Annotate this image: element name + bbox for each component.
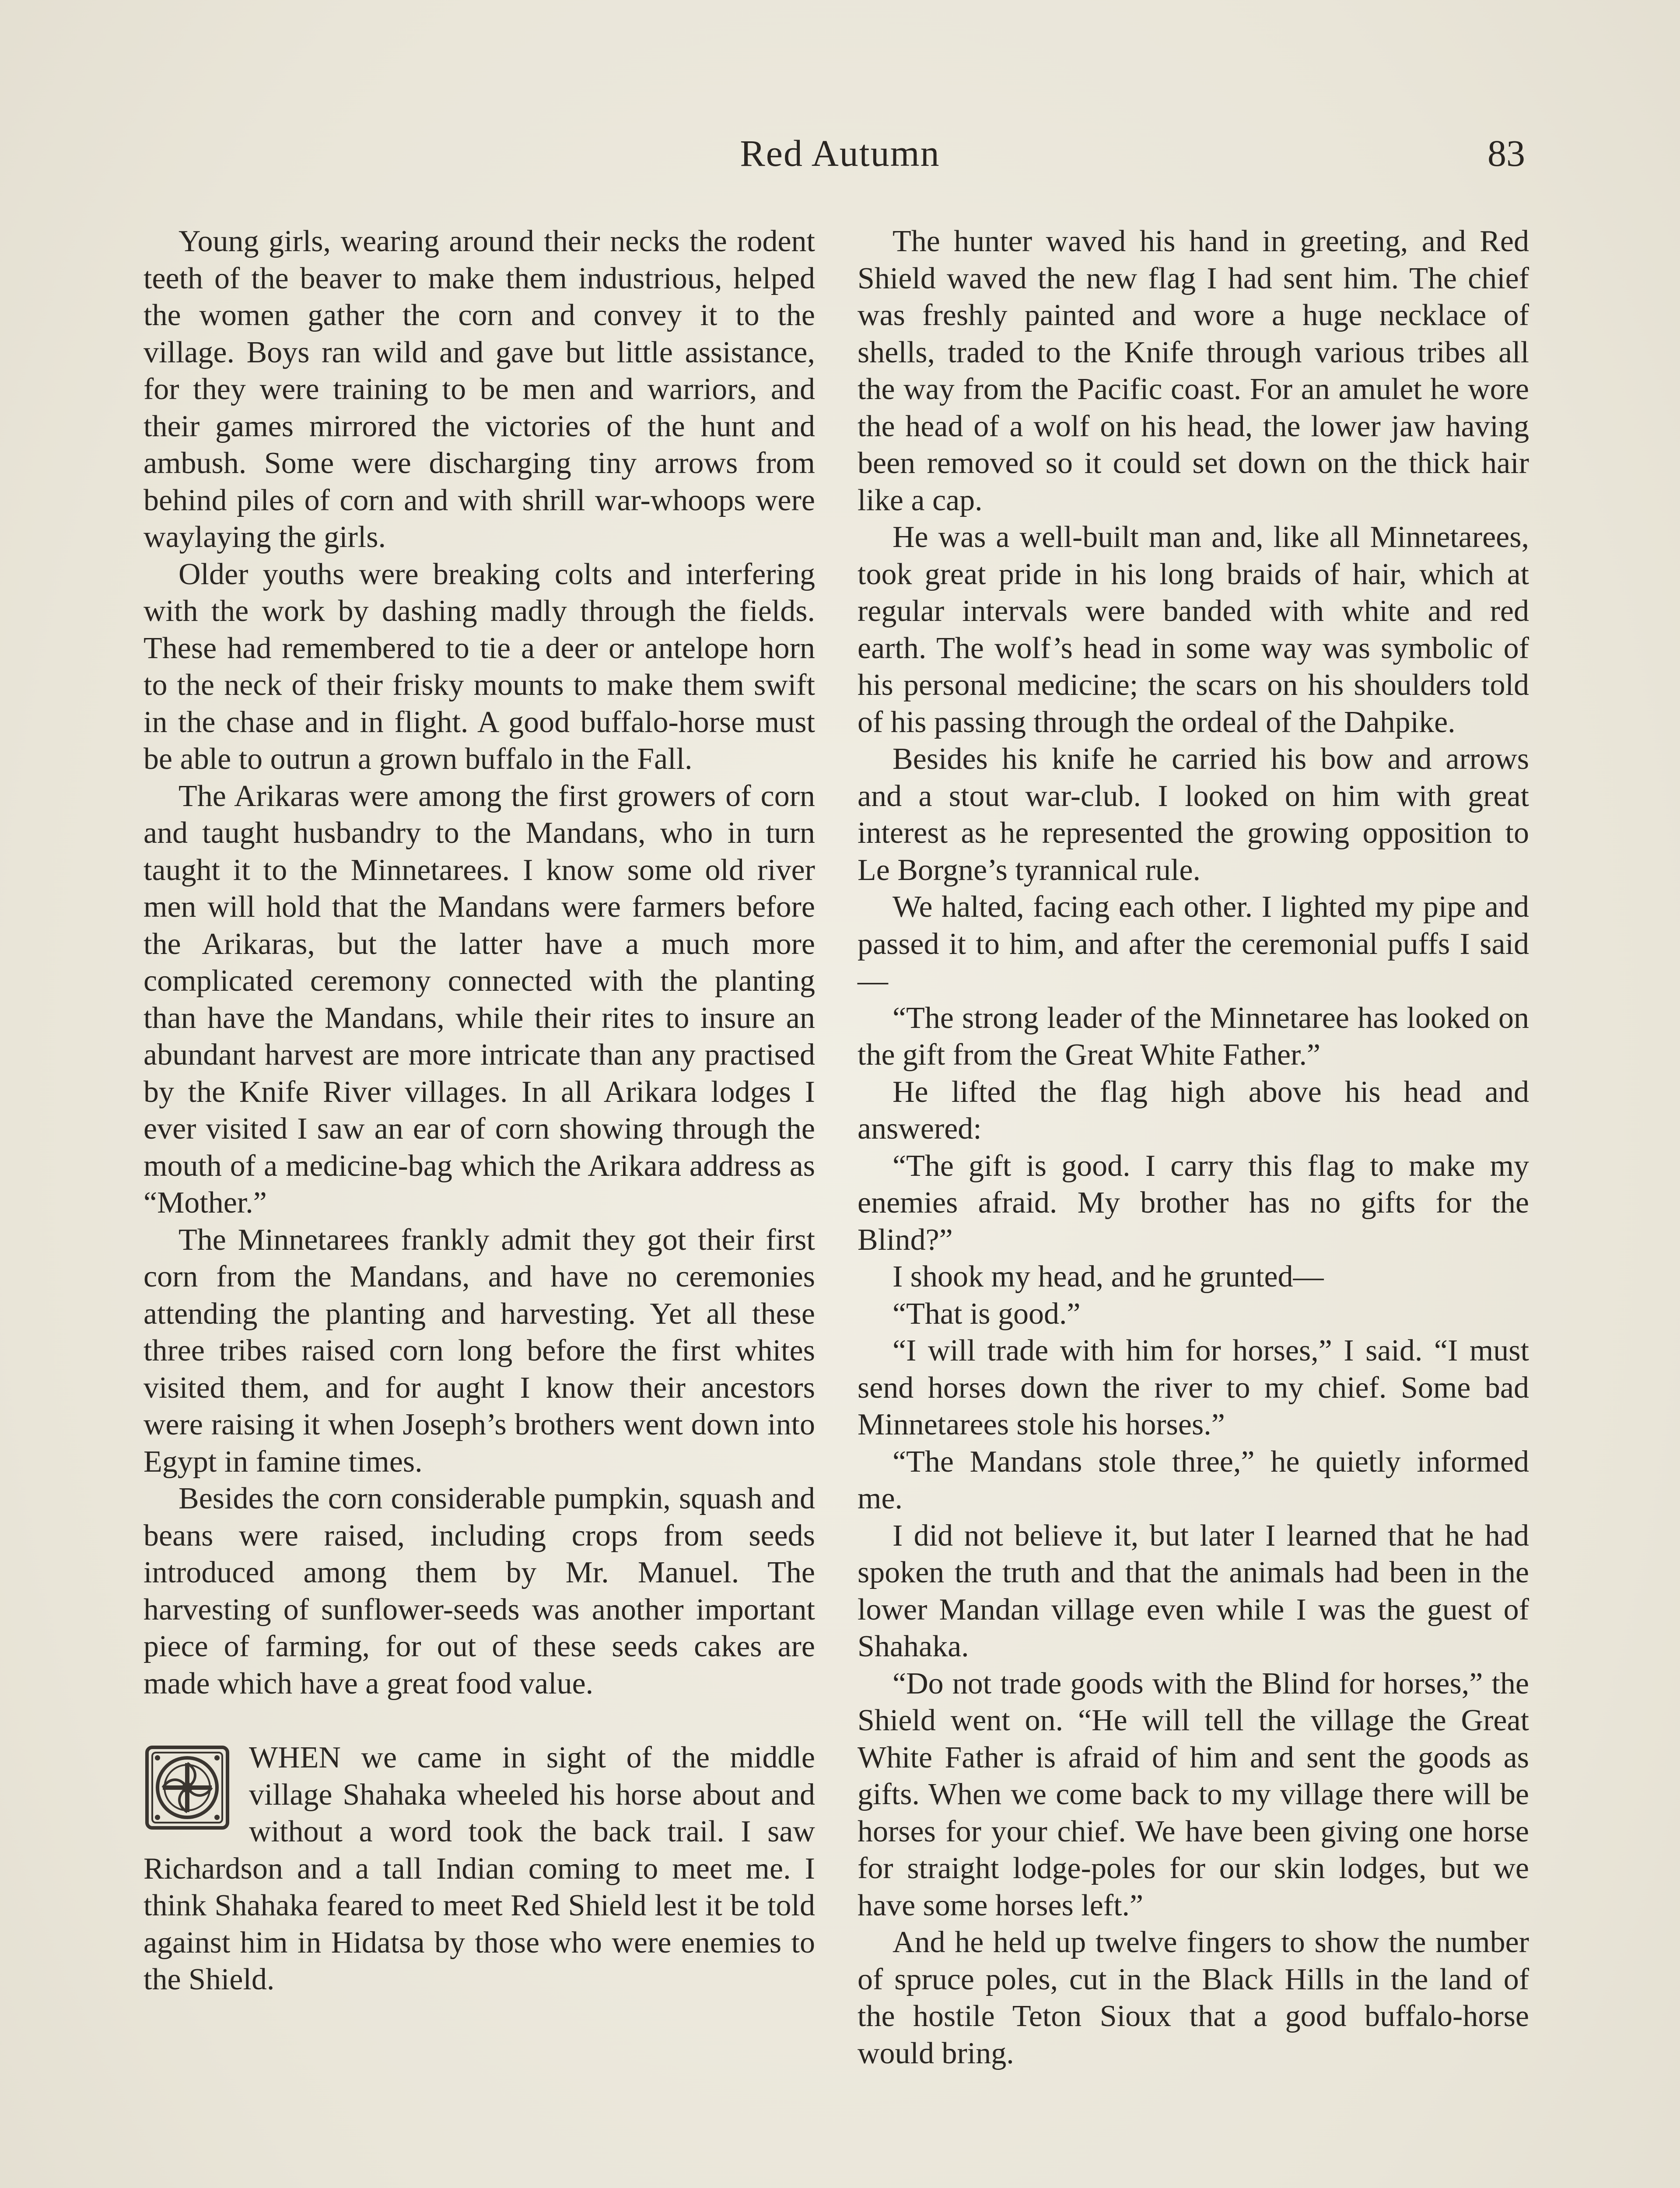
celtic-knot-ornament-icon — [144, 1744, 238, 1840]
paragraph: Besides his knife he carried his bow and arrows and a stout war-club. I looked on him with great interest as he represented the growing opposition to Le Borgne’s tyrannical rule. — [858, 742, 1529, 887]
paragraph: “I will trade with him for horses,” I said. “I must send horses down the river to my chief. Some bad Minnetarees stole his horses.” — [858, 1334, 1529, 1441]
right-column — [858, 223, 1529, 2072]
paragraph: “Do not trade goods with the Blind for horses,” the Shield went on. “He will tell the village the Great White Father is afraid of him and sent the goods as gifts. When we come back to my village there will be horses for your chief. We have been giving one horse for straight lodge-poles for our skin lodges, but we have some horses left.” — [858, 1666, 1529, 1922]
paragraph: He was a well-built man and, like all Minnetarees, took great pride in his long braids of hair, which at regular intervals were banded with white and red earth. The wolf’s head in some way was symbolic of his personal medicine; the scars on his shoulders told of his passing through the ordeal of the Dahpike. — [858, 520, 1529, 739]
paragraph: Older youths were breaking colts and interfering with the work by dashing madly through the fields. These had remembered to tie a deer or antelope horn to the neck of their frisky mounts to make them swift in the chase and in flight. A good buffalo-horse must be able to outrun a grown buffalo in the Fall. — [144, 557, 815, 776]
paragraph-section-start: WHEN we came in sight of the middle village Shahaka wheeled his horse about and without a word took the back trail. I saw Richardson and a tall Indian coming to meet me. I think Shahaka feared to meet Red Shield lest it be told against him in Hidatsa by those who were enemies to the Shield. — [144, 1741, 815, 1996]
running-head — [0, 131, 1680, 184]
paragraph: I shook my head, and he grunted— — [892, 1260, 1324, 1294]
paragraph: I did not believe it, but later I learned that he had spoken the truth and that the animals had been in the lower Mandan village even while I was the guest of Shahaka. — [858, 1518, 1529, 1663]
paragraph: The Arikaras were among the first growers of corn and taught husbandry to the Mandans, who in turn taught it to the Minnetarees. I know some old river men will hold that the Mandans were farmers before the Arikaras, but the latter have a much more complicated ceremony connected with the planting than have the Mandans, while their rites to insure an abundant harvest are more intricate than any practised by the Knife River villages. In all Arikara lodges I ever visited I saw an ear of corn showing through the mouth of a medicine-bag which the Arikara address as “Mother.” — [144, 779, 815, 1220]
running-title: Red Autumn — [740, 132, 940, 174]
page-number: 83 — [1488, 132, 1525, 174]
left-column — [144, 223, 815, 1999]
paragraph: The Minnetarees frankly admit they got their first corn from the Mandans, and have no ceremonies attending the planting and harvesting. Yet all these three tribes raised corn long before the first whites visited them, and for aught I know their ancestors were raising it when Joseph’s brothers went down into Egypt in famine times. — [144, 1223, 815, 1479]
paragraph: Besides the corn considerable pumpkin, squash and beans were raised, including crops from seeds introduced among them by Mr. Manuel. The harvesting of sunflower-seeds was another important piece of farming, for out of these seeds cakes are made which have a great food value. — [144, 1482, 815, 1701]
paragraph: “The Mandans stole three,” he quietly informed me. — [858, 1445, 1529, 1515]
paragraph: The hunter waved his hand in greeting, and Red Shield waved the new flag I had sent him. The chief was freshly painted and wore a huge necklace of shells, traded to the Knife through various tribes all the way from the Pacific coast. For an amulet he wore the head of a wolf on his head, the lower jaw having been removed so it could set down on the thick hair like a cap. — [858, 224, 1529, 517]
paragraph: “That is good.” — [892, 1297, 1081, 1331]
paragraph: “The strong leader of the Minnetaree has looked on the gift from the Great White Father.” — [858, 1001, 1529, 1072]
paragraph: He lifted the flag high above his head and answered: — [858, 1075, 1529, 1146]
section-break — [144, 1739, 815, 1999]
paragraph: And he held up twelve fingers to show the number of spruce poles, cut in the Black Hills in the land of the hostile Teton Sioux that a good buffalo-horse would bring. — [858, 1925, 1529, 2070]
paragraph: We halted, facing each other. I lighted my pipe and passed it to him, and after the ceremonial puffs I said— — [858, 890, 1529, 998]
paragraph: Young girls, wearing around their necks the rodent teeth of the beaver to make them industrious, helped the women gather the corn and convey it to the village. Boys ran wild and gave but little assistance, for they were training to be men and warriors, and their games mirrored the victories of the hunt and ambush. Some were discharging tiny arrows from behind piles of corn and with shrill war-whoops were waylaying the girls. — [144, 224, 815, 554]
paragraph: “The gift is good. I carry this flag to make my enemies afraid. My brother has no gifts for the Blind?” — [858, 1149, 1529, 1257]
